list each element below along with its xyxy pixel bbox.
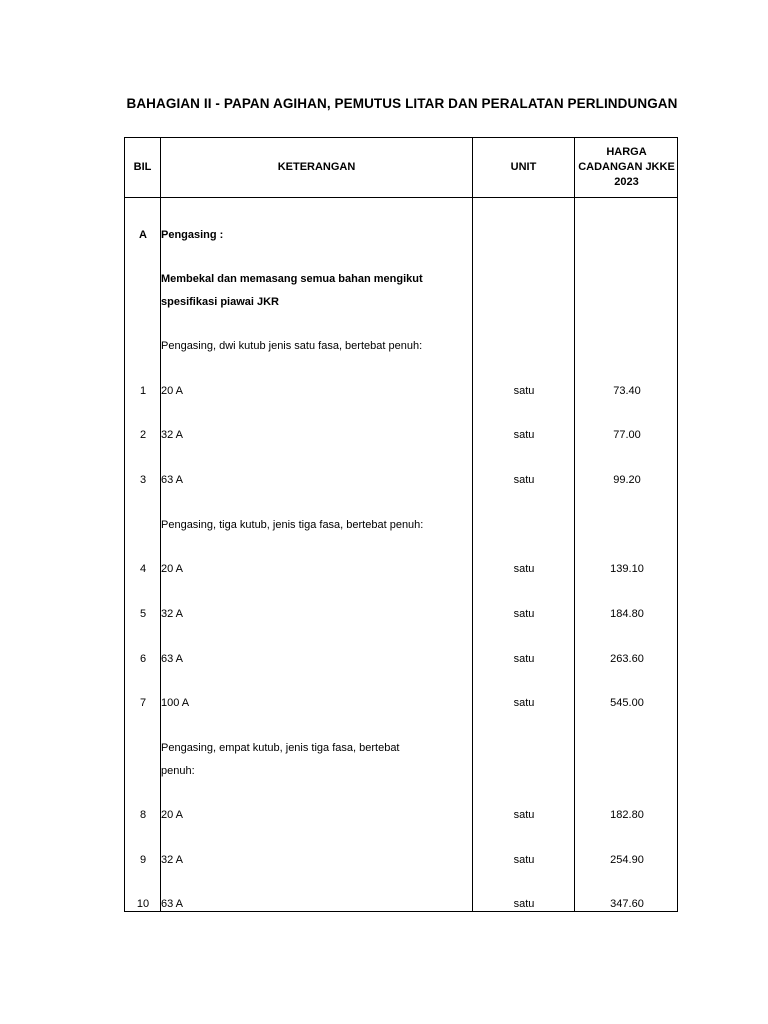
row-description: 63 A (161, 898, 184, 910)
section-letter: A (139, 229, 147, 241)
group-caption: Pengasing, tiga kutub, jenis tiga fasa, bertebat penuh: (161, 519, 424, 531)
row-number: 1 (139, 385, 147, 397)
header-harga (575, 138, 678, 197)
row-number: 7 (139, 697, 147, 709)
page-title: BAHAGIAN II - PAPAN AGIHAN, PEMUTUS LITAR DAN PERALATAN PERLINDUNGAN (126, 96, 678, 111)
row-number: 9 (139, 854, 147, 866)
row-number: 6 (139, 653, 147, 665)
row-number: 3 (139, 474, 147, 486)
row-unit: satu (513, 608, 535, 620)
row-price: 139.10 (610, 563, 644, 575)
column-divider (472, 138, 473, 911)
row-description: 63 A (161, 653, 184, 665)
header-divider (125, 197, 677, 198)
row-description: 32 A (161, 608, 184, 620)
row-number: 10 (136, 898, 150, 910)
row-description: 32 A (161, 429, 184, 441)
row-price: 99.20 (613, 474, 641, 486)
row-description: 20 A (161, 385, 184, 397)
row-description: 20 A (161, 563, 184, 575)
header-harga-line1: HARGA (606, 146, 647, 158)
group-caption-line2: penuh: (161, 765, 195, 777)
row-number: 2 (139, 429, 147, 441)
section-heading: Pengasing : (161, 229, 224, 241)
row-unit: satu (513, 563, 535, 575)
row-price: 184.80 (610, 608, 644, 620)
row-description: 100 A (161, 697, 190, 709)
row-price: 77.00 (613, 429, 641, 441)
row-price: 347.60 (610, 898, 644, 910)
row-unit: satu (513, 854, 535, 866)
header-harga-line3: 2023 (614, 176, 639, 188)
row-price: 73.40 (613, 385, 641, 397)
group-caption-line1: Pengasing, empat kutub, jenis tiga fasa, bertebat (161, 742, 400, 754)
price-table (124, 137, 678, 912)
header-bil: BIL (133, 161, 152, 173)
row-description: 20 A (161, 809, 184, 821)
row-unit: satu (513, 809, 535, 821)
row-price: 263.60 (610, 653, 644, 665)
section-desc-line1: Membekal dan memasang semua bahan mengikut (161, 273, 423, 285)
row-unit: satu (513, 429, 535, 441)
section-desc-line2: spesifikasi piawai JKR (161, 296, 279, 308)
row-price: 254.90 (610, 854, 644, 866)
header-harga-line2: CADANGAN JKKE (578, 161, 675, 173)
row-number: 4 (139, 563, 147, 575)
row-unit: satu (513, 697, 535, 709)
column-divider (574, 138, 575, 911)
row-description: 63 A (161, 474, 184, 486)
row-description: 32 A (161, 854, 184, 866)
group-caption: Pengasing, dwi kutub jenis satu fasa, bertebat penuh: (161, 340, 423, 352)
row-unit: satu (513, 474, 535, 486)
row-price: 182.80 (610, 809, 644, 821)
row-number: 5 (139, 608, 147, 620)
header-unit: UNIT (510, 161, 537, 173)
header-keterangan: KETERANGAN (277, 161, 356, 173)
row-unit: satu (513, 653, 535, 665)
row-price: 545.00 (610, 697, 644, 709)
row-unit: satu (513, 385, 535, 397)
row-unit: satu (513, 898, 535, 910)
row-number: 8 (139, 809, 147, 821)
